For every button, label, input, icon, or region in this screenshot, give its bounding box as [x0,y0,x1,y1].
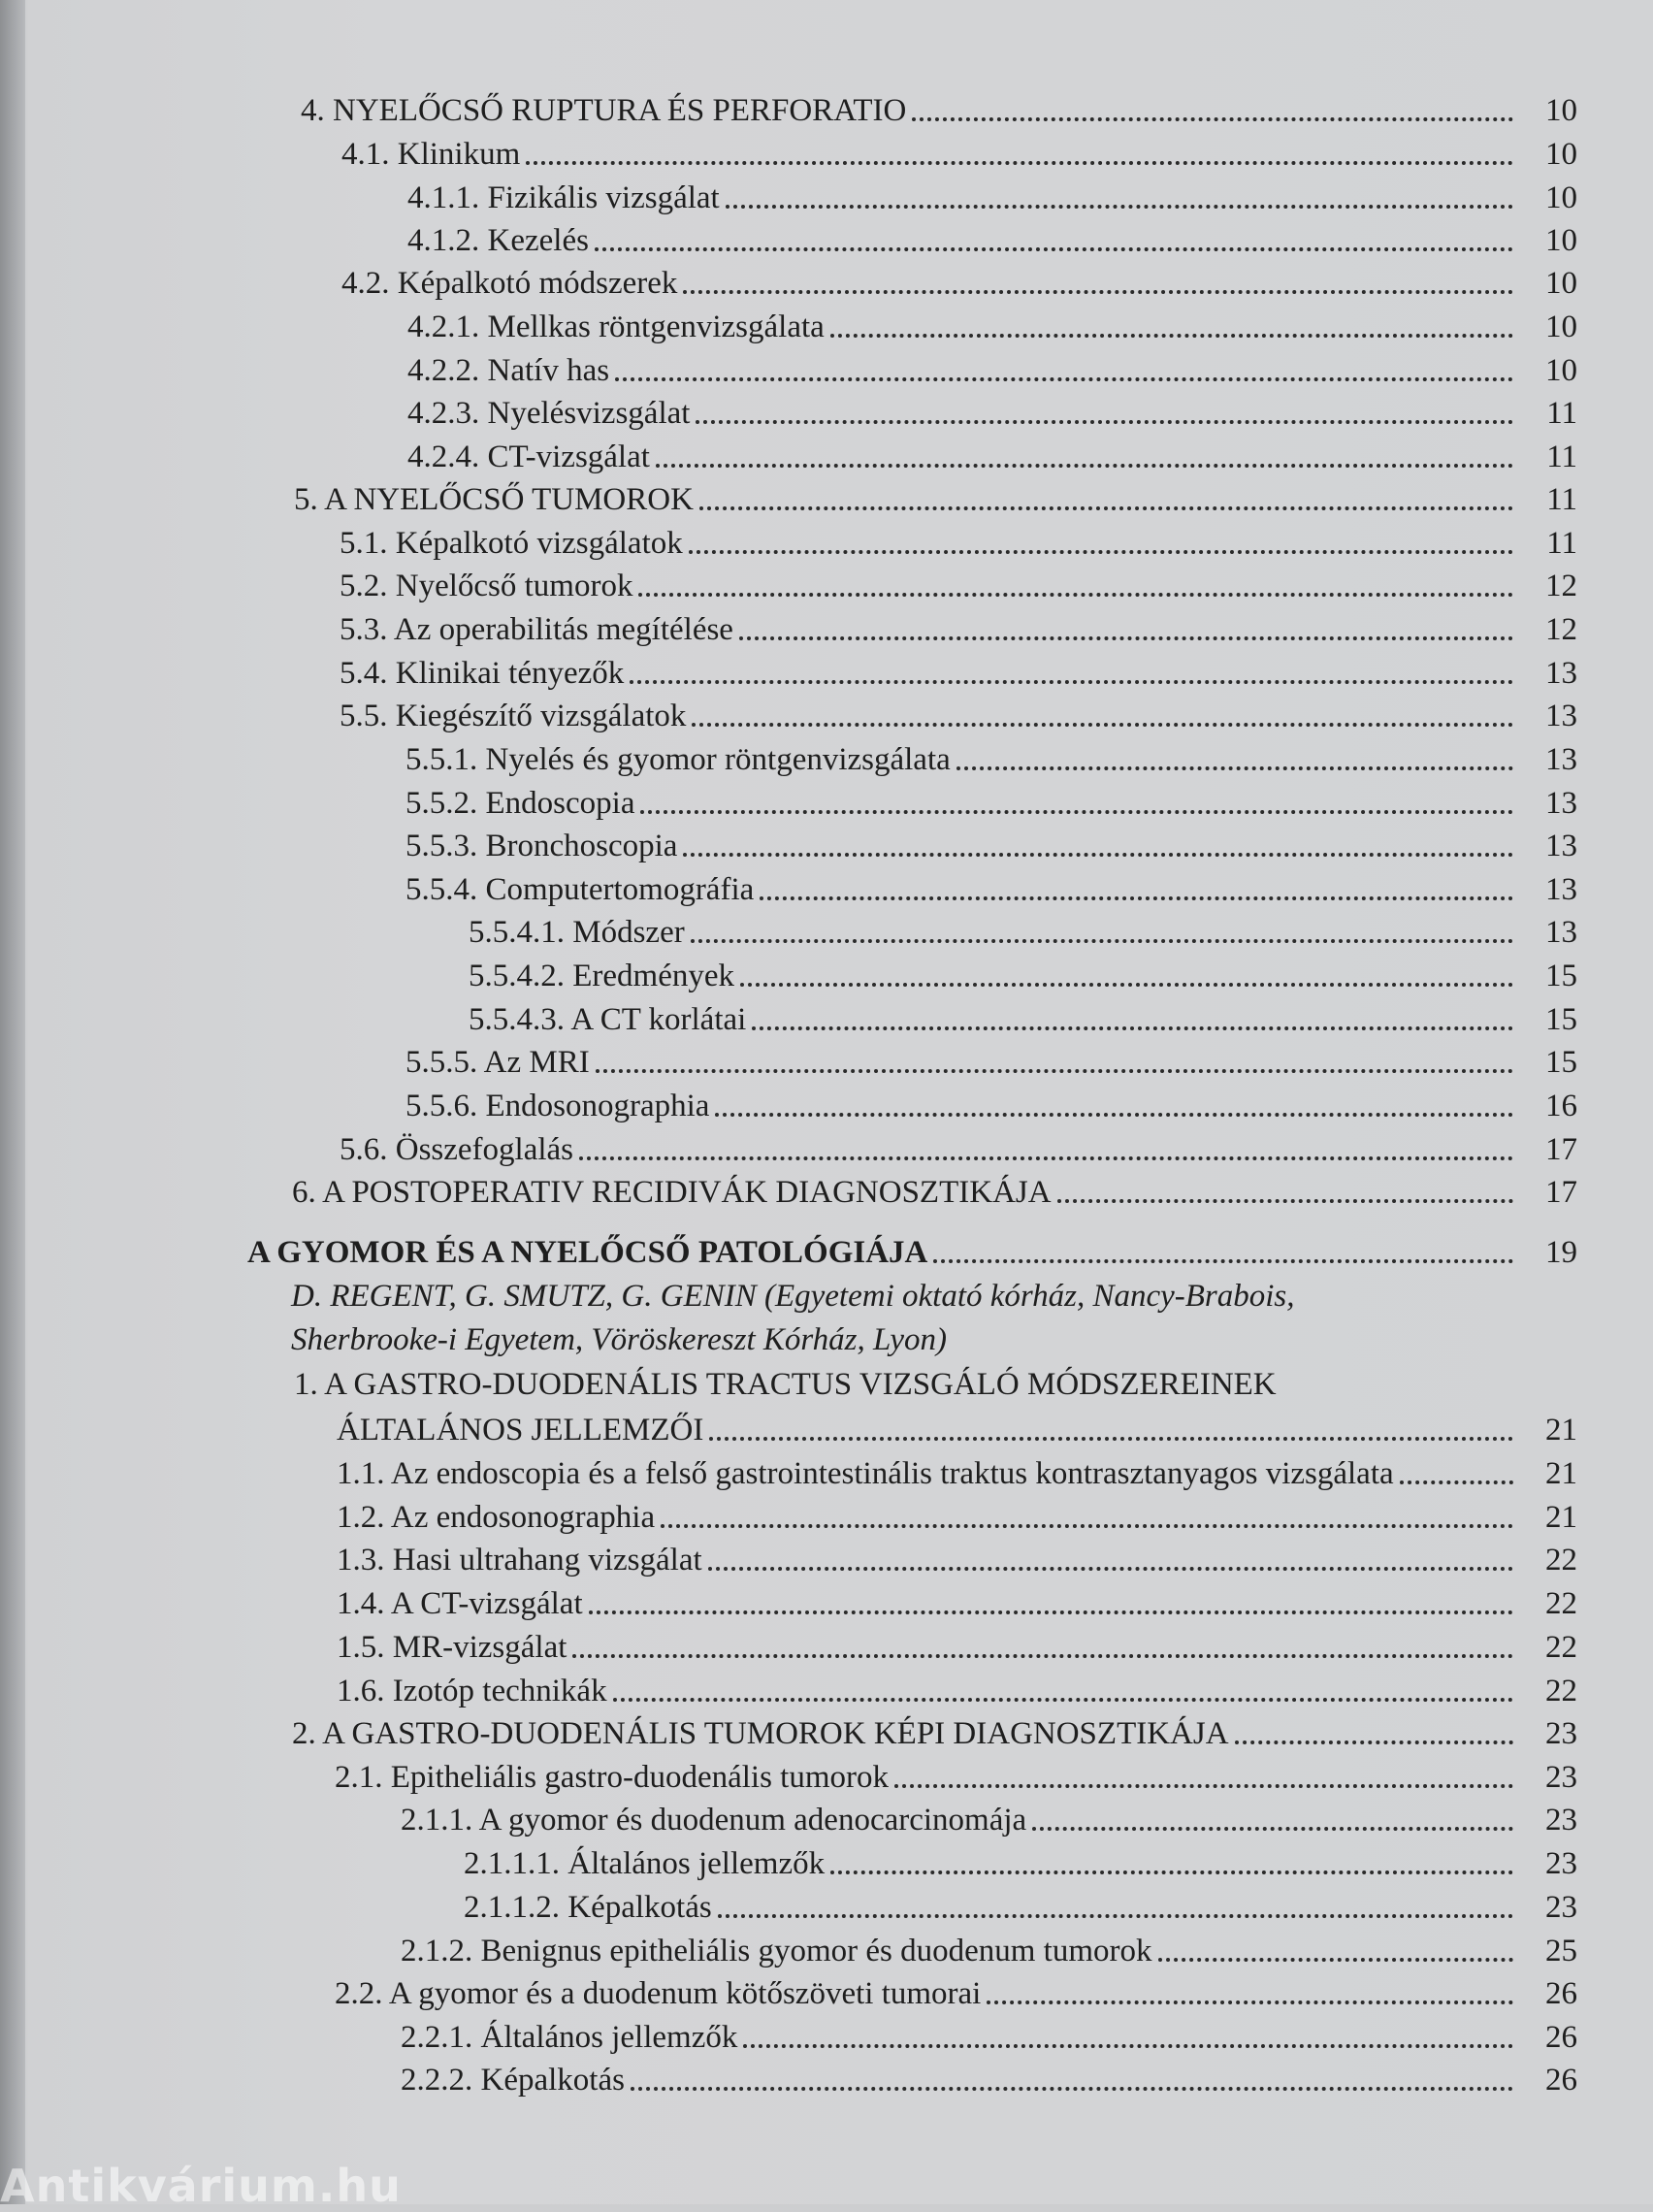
toc-entry [335,1968,1577,2013]
toc-entry-page: 10 [1545,180,1577,215]
dot-leader [689,550,1513,554]
toc-entry-title: 4.1.2. Kezelés [407,223,589,258]
toc-entry-title: 5.3. Az operabilitás megítélése [340,612,733,647]
toc-entry-page: 12 [1545,612,1577,647]
authors-line: Sherbrooke-i Egyetem, Vöröskereszt Kórház, Lyon) [291,1322,948,1357]
toc-entry-page: 15 [1545,1002,1577,1037]
toc-entry-title: 5.2. Nyelőcső tumorok [340,569,633,603]
toc-entry-page: 21 [1545,1413,1577,1448]
toc-entry-title: 4. NYELŐCSŐ RUPTURA ÉS PERFORATIO [301,93,907,128]
dot-leader [692,723,1513,727]
toc-entry-page: 10 [1545,223,1577,258]
toc-entry-page: 22 [1545,1543,1577,1578]
toc-entry-page: 26 [1545,2063,1577,2098]
dot-leader [830,1870,1513,1874]
dot-leader [912,117,1513,121]
toc-entry [464,1882,1577,1927]
toc-entry [341,258,1577,303]
dot-leader [589,1610,1513,1614]
dot-leader [696,420,1513,424]
dot-leader [760,896,1513,900]
dot-leader [1235,1740,1513,1744]
toc-entry [401,2012,1577,2057]
dot-leader [987,2001,1513,2004]
toc-entry-page: 22 [1545,1674,1577,1708]
dot-leader [656,464,1513,468]
toc-entry-title: 5.5.2. Endoscopia [405,786,635,821]
dot-leader [830,334,1513,338]
toc-entry-title: 2.1. Epitheliális gastro-duodenális tumorok [335,1760,889,1795]
dot-leader [579,1156,1513,1160]
toc-entry-title: 5.4. Klinikai tényezők [340,656,625,691]
toc-entry-page: 13 [1545,699,1577,733]
toc-entry-page: 11 [1546,482,1577,517]
dot-leader [683,290,1513,294]
toc-entry-title: 2. A GASTRO-DUODENÁLIS TUMOROK KÉPI DIAGNOSZTIKÁJA [292,1716,1229,1751]
toc-entry [340,1124,1577,1169]
toc-entry-page: 10 [1545,353,1577,388]
toc-entry [405,734,1577,779]
toc-entry [340,518,1577,563]
dot-leader [1057,1199,1513,1203]
toc-entry-title: 2.2.2. Képalkotás [401,2063,625,2098]
site-watermark: Antikvárium.hu [0,2160,402,2212]
toc-entry-title: 5.5.4.1. Módszer [469,915,685,950]
toc-entry-title: 5.6. Összefoglalás [340,1132,574,1167]
dot-leader [894,1784,1513,1788]
toc-entry-title: 4.2.3. Nyelésvizsgálat [407,396,691,431]
toc-entry [301,85,1577,130]
toc-entry [340,648,1577,693]
toc-entry [469,907,1577,952]
toc-entry [337,1666,1577,1710]
toc-entry-page: 16 [1545,1089,1577,1123]
toc-entry-page: 21 [1545,1456,1577,1491]
dot-leader [691,939,1513,943]
chapter-heading: 1. A GASTRO-DUODENÁLIS TRACTUS VIZSGÁLÓ MÓDSZEREINEK [294,1367,1277,1402]
toc-entry [292,1708,1577,1753]
toc-entry-page: 11 [1546,396,1577,431]
toc-entry-page: 15 [1545,1045,1577,1080]
toc-entry-title: 5. A NYELŐCSŐ TUMOROK [294,482,694,517]
toc-entry [401,1926,1577,1970]
toc-entry-title: 5.1. Képalkotó vizsgálatok [340,526,683,561]
toc-entry [401,2055,1577,2099]
toc-entry-title: 2.1.1.1. Általános jellemzők [464,1846,826,1881]
dot-leader [640,810,1513,814]
toc-entry-title: 4.2.2. Natív has [407,353,610,388]
authors-line: D. REGENT, G. SMUTZ, G. GENIN (Egyetemi oktató kórház, Nancy-Brabois, [291,1279,1295,1314]
toc-entry-page: 10 [1545,93,1577,128]
toc-entry-title: 1.3. Hasi ultrahang vizsgálat [337,1543,702,1578]
toc-entry [469,951,1577,995]
toc-entry [292,1167,1577,1212]
dot-leader [1032,1827,1513,1831]
dot-leader [956,766,1513,770]
toc-entry-page: 13 [1545,829,1577,863]
toc-entry-title: 4.2. Képalkotó módszerek [341,266,678,301]
dot-leader [726,205,1513,209]
dot-leader [630,680,1513,684]
toc-entry-title: 4.2.4. CT-vizsgálat [407,439,650,474]
toc-entry-title: 6. A POSTOPERATIV RECIDIVÁK DIAGNOSZTIKÁJA [292,1175,1052,1210]
dot-leader [709,1437,1513,1441]
toc-entry [335,1752,1577,1797]
toc-entry-title: 5.5.1. Nyelés és gyomor röntgenvizsgálata [405,742,951,777]
dot-leader [739,636,1513,640]
dot-leader [661,1524,1513,1528]
toc-entry-title: 5.5.4.2. Eredmények [469,959,735,993]
toc-entry [405,821,1577,865]
toc-entry-page: 17 [1545,1175,1577,1210]
dot-leader [752,1026,1513,1030]
toc-entry [340,604,1577,649]
toc-entry [405,864,1577,909]
toc-entry-title: 2.2.1. Általános jellemzők [401,2020,738,2055]
dot-leader [715,1113,1513,1117]
toc-entry-title: 1.2. Az endosonographia [337,1500,656,1535]
toc-entry [464,1838,1577,1883]
toc-entry-title: 1.1. Az endoscopia és a felső gastrointestinális traktus kontrasztanyagos vizsgálata [337,1456,1394,1491]
toc-entry [407,388,1577,433]
toc-entry-page: 10 [1545,137,1577,172]
toc-entry-title: 5.5.4.3. A CT korlátai [469,1002,747,1037]
toc-entry-page: 23 [1545,1760,1577,1795]
toc-entry-title: 4.1.1. Fizikális vizsgálat [407,180,720,215]
toc-entry-page: 13 [1545,872,1577,907]
toc-entry [337,1492,1577,1537]
toc-entry-page: 15 [1545,959,1577,993]
toc-entry [337,1405,1577,1449]
toc-entry-title: 2.2. A gyomor és a duodenum kötőszöveti tumorai [335,1976,982,2011]
toc-entry [405,1081,1577,1125]
toc-entry-page: 19 [1545,1235,1577,1270]
toc-entry-title: 4.2.1. Mellkas röntgenvizsgálata [407,309,825,344]
toc-entry-page: 26 [1545,1976,1577,2011]
toc-entry-title: 4.1. Klinikum [341,137,521,172]
toc-entry [337,1535,1577,1579]
dot-leader [615,377,1513,381]
toc-entry [407,432,1577,476]
toc-entry [337,1578,1577,1623]
toc-entry [407,173,1577,217]
toc-entry-title: 2.1.2. Benignus epitheliális gyomor és duodenum tumorok [401,1934,1152,1968]
toc-entry-page: 10 [1545,309,1577,344]
dot-leader [933,1259,1513,1263]
toc-entry-page: 12 [1545,569,1577,603]
toc-entry-title: 5.5. Kiegészítő vizsgálatok [340,699,687,733]
toc-entry [405,1037,1577,1082]
dot-leader [708,1567,1513,1571]
toc-entry [340,561,1577,605]
toc-entry-title: ÁLTALÁNOS JELLEMZŐI [337,1413,704,1448]
toc-entry [407,345,1577,390]
dot-leader [1158,1958,1513,1962]
toc-entry [407,215,1577,260]
toc-entry [407,302,1577,346]
dot-leader [699,506,1513,510]
toc-entry-title: 5.5.6. Endosonographia [405,1089,710,1123]
dot-leader [740,983,1513,987]
toc-entry [337,1622,1577,1667]
toc-entry-page: 22 [1545,1586,1577,1621]
dot-leader [596,1069,1513,1073]
toc-entry-title: 1.4. A CT-vizsgálat [337,1586,583,1621]
toc-entry [469,994,1577,1039]
toc-entry-page: 23 [1545,1716,1577,1751]
toc-entry-page: 23 [1545,1803,1577,1838]
toc-entry-page: 23 [1545,1846,1577,1881]
toc-entry-title: 5.5.3. Bronchoscopia [405,829,678,863]
dot-leader [683,853,1513,857]
toc-entry-title: 1.5. MR-vizsgálat [337,1630,567,1665]
toc-entry-title: 1.6. Izotóp technikák [337,1674,607,1708]
toc-entry [294,474,1577,519]
toc-entry-title: A GYOMOR ÉS A NYELŐCSŐ PATOLÓGIÁJA [247,1235,928,1270]
toc-entry-page: 11 [1546,526,1577,561]
dot-leader [1400,1480,1513,1484]
dot-leader [743,2044,1513,2048]
toc-entry [401,1795,1577,1839]
toc-entry-page: 23 [1545,1890,1577,1925]
toc-entry-title: 2.1.1.2. Képalkotás [464,1890,712,1925]
toc-entry-page: 13 [1545,656,1577,691]
toc-entry-page: 13 [1545,786,1577,821]
dot-leader [595,247,1513,251]
dot-leader [718,1914,1513,1918]
dot-leader [631,2087,1513,2091]
dot-leader [613,1698,1513,1702]
toc-part-heading [247,1227,1577,1272]
toc-entry [340,691,1577,735]
toc-entry-page: 21 [1545,1500,1577,1535]
toc-entry-title: 5.5.5. Az MRI [405,1045,590,1080]
toc-entry-page: 10 [1545,266,1577,301]
toc-entry-page: 17 [1545,1132,1577,1167]
dot-leader [526,161,1513,165]
toc-entry-page: 22 [1545,1630,1577,1665]
toc-entry [341,129,1577,174]
dot-leader [638,593,1513,597]
toc-entry-page: 13 [1545,915,1577,950]
toc-entry [337,1448,1577,1493]
toc-entry-title: 2.1.1. A gyomor és duodenum adenocarcinomája [401,1803,1027,1838]
toc-entry-title: 5.5.4. Computertomográfia [405,872,755,907]
toc-entry-page: 13 [1545,742,1577,777]
toc-entry-page: 25 [1545,1934,1577,1968]
dot-leader [572,1654,1513,1658]
toc-entry-page: 11 [1546,439,1577,474]
toc-entry [405,778,1577,823]
toc-entry-page: 26 [1545,2020,1577,2055]
